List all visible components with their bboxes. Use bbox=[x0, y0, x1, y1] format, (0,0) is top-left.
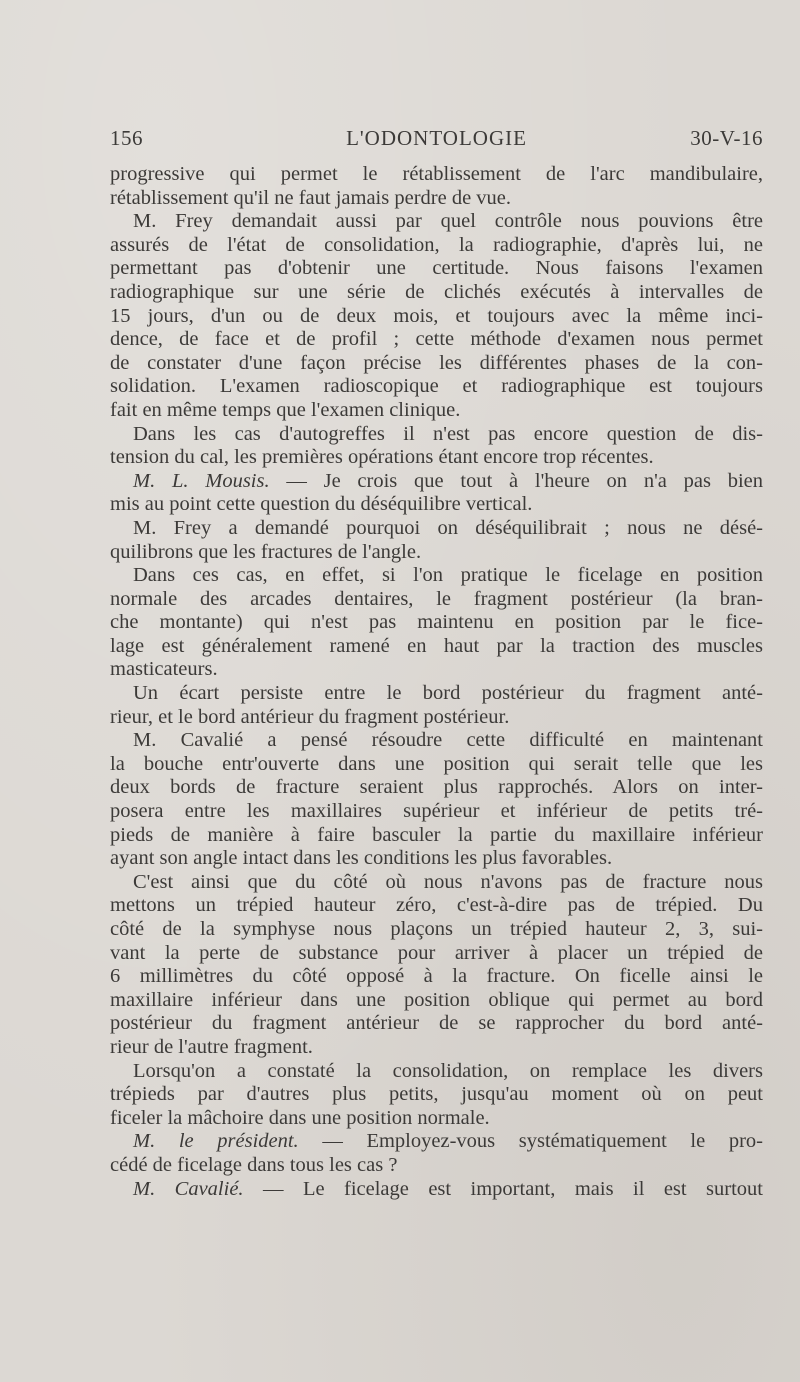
text-line: M. L. Mousis. — Je crois que tout à l'heure on n'a pas bien bbox=[133, 469, 763, 492]
text-line: mettons un trépied hauteur zéro, c'est-à-dire pas de trépied. Du bbox=[110, 894, 763, 917]
speaker-name: M. le président. bbox=[133, 1130, 299, 1153]
text-line: masticateurs. bbox=[110, 658, 218, 681]
text-line: rétablissement qu'il ne faut jamais perdre de vue. bbox=[110, 186, 512, 209]
text-line: permettant pas d'obtenir une certitude. Nous faisons l'examen bbox=[110, 257, 763, 280]
text-line: ayant son angle intact dans les conditions les plus favorables. bbox=[110, 847, 613, 870]
text-line: trépieds par d'autres plus petits, jusqu'au moment où on peut bbox=[110, 1083, 763, 1106]
running-title: L'ODONTOLOGIE bbox=[346, 126, 527, 150]
text-line: de constater d'une façon précise les différentes phases de la con- bbox=[110, 351, 763, 374]
text-line: fait en même temps que l'examen clinique. bbox=[110, 398, 461, 421]
text-line: tension du cal, les premières opérations étant encore trop récentes. bbox=[110, 446, 654, 469]
issue-date: 30-V-16 bbox=[690, 126, 763, 150]
text-line: 15 jours, d'un ou de deux mois, et toujours avec la même inci- bbox=[110, 304, 763, 327]
text-line: C'est ainsi que du côté où nous n'avons pas de fracture nous bbox=[133, 870, 763, 893]
text-line: deux bords de fracture seraient plus rapprochés. Alors on inter- bbox=[110, 776, 763, 799]
speaker-name: M. Cavalié. bbox=[133, 1177, 244, 1200]
text-line: 6 millimètres du côté opposé à la fracture. On ficelle ainsi le bbox=[110, 965, 763, 988]
running-header bbox=[110, 126, 763, 156]
text-line: radiographique sur une série de clichés exécutés à intervalles de bbox=[110, 280, 763, 303]
text-line: M. Frey demandait aussi par quel contrôle nous pouvions être bbox=[133, 210, 763, 233]
text-line: M. Cavalié a pensé résoudre cette difficulté en maintenant bbox=[133, 729, 763, 752]
text-line: quilibrons que les fractures de l'angle. bbox=[110, 540, 422, 563]
text-line: Lorsqu'on a constaté la consolidation, on remplace les divers bbox=[133, 1059, 763, 1082]
text-line: vant la perte de substance pour arriver à placer un trépied de bbox=[110, 941, 763, 964]
text-line: ficeler la mâchoire dans une position normale. bbox=[110, 1106, 490, 1129]
text-line: maxillaire inférieur dans une position oblique qui permet au bord bbox=[110, 988, 763, 1011]
page-number: 156 bbox=[110, 126, 143, 150]
text-line: assurés de l'état de consolidation, la radiographie, d'après lui, ne bbox=[110, 233, 763, 256]
text-line: pieds de manière à faire basculer la partie du maxillaire inférieur bbox=[110, 823, 763, 846]
text-line: cédé de ficelage dans tous les cas ? bbox=[110, 1153, 398, 1176]
body-text bbox=[110, 163, 763, 1201]
text-line: rieur, et le bord antérieur du fragment postérieur. bbox=[110, 705, 510, 728]
text-line: solidation. L'examen radioscopique et radiographique est toujours bbox=[110, 375, 763, 398]
text-line: progressive qui permet le rétablissement de l'arc mandibulaire, bbox=[110, 163, 763, 185]
text-line: M. Frey a demandé pourquoi on déséquilibrait ; nous ne désé- bbox=[133, 516, 763, 539]
text-line: Un écart persiste entre le bord postérieur du fragment anté- bbox=[133, 682, 763, 705]
text-line: Dans ces cas, en effet, si l'on pratique le ficelage en position bbox=[133, 564, 763, 587]
speaker-name: M. L. Mousis. bbox=[133, 469, 270, 492]
text-line: M. Cavalié. — Le ficelage est important, mais il est surtout bbox=[133, 1177, 763, 1200]
text-line: mis au point cette question du déséquilibre vertical. bbox=[110, 493, 533, 516]
text-line: M. le président. — Employez-vous systématiquement le pro- bbox=[133, 1130, 763, 1153]
text-line: côté de la symphyse nous plaçons un trépied hauteur 2, 3, sui- bbox=[110, 918, 763, 940]
text-line: che montante) qui n'est pas maintenu en position par le fice- bbox=[110, 611, 763, 634]
text-line: lage est généralement ramené en haut par la traction des muscles bbox=[110, 634, 763, 657]
text-line: rieur de l'autre fragment. bbox=[110, 1035, 313, 1058]
text-line: la bouche entr'ouverte dans une position qui serait telle que les bbox=[110, 752, 763, 775]
text-line: dence, de face et de profil ; cette méthode d'examen nous permet bbox=[110, 328, 763, 351]
text-line: Dans les cas d'autogreffes il n'est pas encore question de dis- bbox=[133, 422, 763, 445]
text-line: posera entre les maxillaires supérieur et inférieur de petits tré- bbox=[110, 800, 763, 823]
text-line: normale des arcades dentaires, le fragment postérieur (la bran- bbox=[110, 587, 763, 610]
text-line: postérieur du fragment antérieur de se rapprocher du bord anté- bbox=[110, 1012, 763, 1035]
